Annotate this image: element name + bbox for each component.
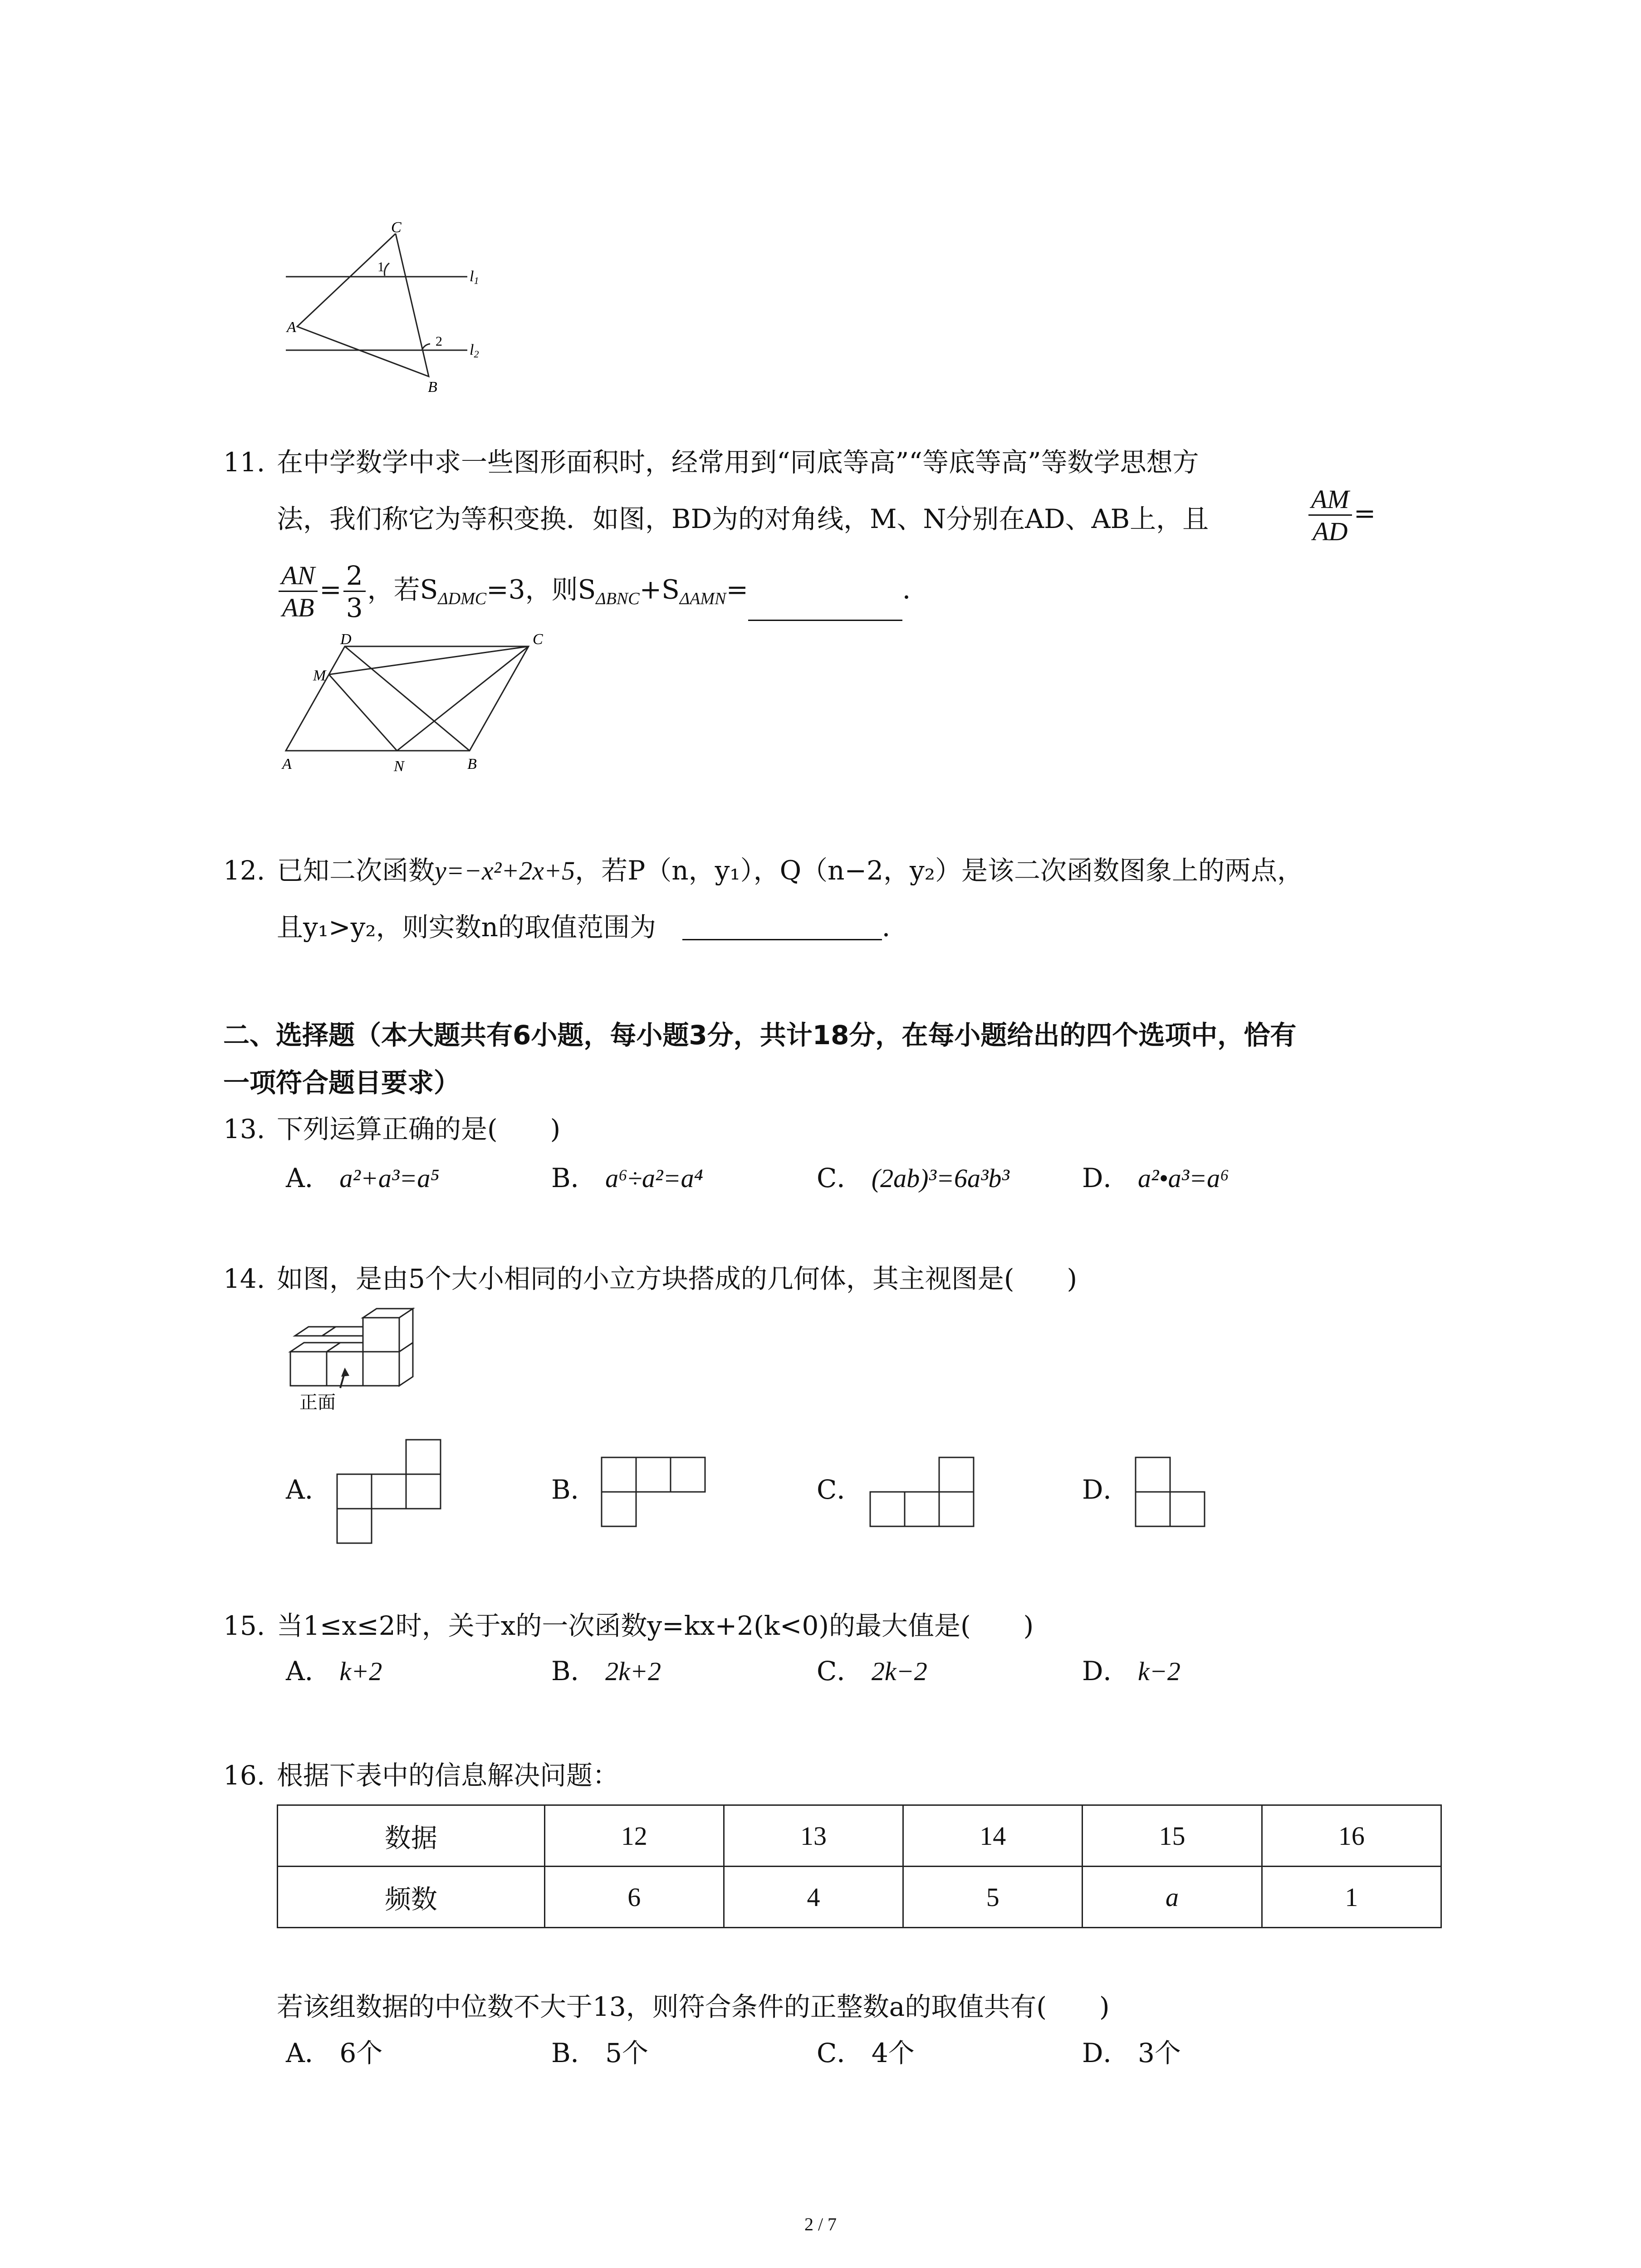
table-cell: 4 [724,1867,903,1928]
q14-option-c-view [867,1454,980,1535]
q16-stem: 根据下表中的信息解决问题： [277,1760,619,1791]
q11-line1: 在中学数学中求一些图形面积时，经常用到“同底等高”“等底等高”等数学思想方 [277,447,1199,478]
q11-fraction-am-ad: $\frac{AM}{AD}$ = [1307,486,1376,545]
frequency-table [277,1804,1442,1928]
table-row [278,1805,1441,1867]
q14-option-b-view [598,1454,711,1535]
q16-question: 若该组数据的中位数不大于13，则符合条件的正整数a的取值共有( ) [277,1991,1110,2022]
q14-option-d-label: D． [1082,1474,1130,1505]
vertex-label-b: B [467,756,477,772]
q14-option-b-label: B． [551,1474,597,1505]
q14-option-d-view [1132,1454,1214,1535]
q14-option-c-label: C． [817,1474,863,1505]
q14-option-a-view [333,1438,447,1551]
parallel-lines-triangle-figure [272,213,508,395]
q15-option-a: A． k+2 [286,1656,382,1686]
table-cell: 14 [903,1805,1083,1867]
q16-option-d: D． 3个 [1082,2038,1181,2068]
q11-line2: 法，我们称它为等积变换．如图，BD为的对角线，M、N分别在AD、AB上，且 [277,503,1209,534]
vertex-label-c: C [533,631,543,648]
table-row [278,1867,1441,1928]
q13-option-a: A． a²+a³=a⁵ [286,1163,440,1193]
q12-answer-blank [682,915,882,940]
q11-number: 11. [223,447,265,478]
table-cell: 13 [724,1805,903,1867]
q11-answer-blank [748,596,902,621]
q16-option-c: C． 4个 [817,2038,915,2068]
q13-number: 13. [223,1114,265,1144]
q12-line2: 且y₁>y₂，则实数n的取值范围为 ． [277,912,909,943]
cube-solid-figure [272,1304,463,1440]
q14-number: 14. [223,1263,265,1294]
q13-option-d: D． a²•a³=a⁶ [1082,1163,1230,1193]
q16-option-a: A． 6个 [286,2038,383,2068]
table-cell: 1 [1262,1867,1441,1928]
front-label: 正面 [299,1392,336,1413]
q11-line3: $\frac{AN}{AB}$ = $\frac{2}{3}$ ，若$S_{\Delta DMC}=3$，则$S_{\Delta BNC}+S_{\Delta AMN}=$ ． [277,562,929,621]
point-label-n: N [394,758,404,775]
q16-number: 16. [223,1760,265,1791]
q15-number: 15. [223,1610,265,1641]
parallelogram-figure [272,631,544,785]
q12-number: 12. [223,855,265,886]
table-cell: 6 [544,1867,724,1928]
vertex-label-a: A [282,756,292,772]
q16-option-b: B． 5个 [551,2038,648,2068]
line-l2-label: l2 [470,342,479,360]
vertex-label-c: C [391,219,402,236]
table-header-cell: 频数 [278,1867,545,1928]
angle-1-label: 1 [377,259,384,274]
q14-option-a-label: A． [286,1474,331,1505]
table-cell: a [1083,1867,1262,1928]
section-heading-line1: 二、选择题（本大题共有6小题，每小题3分，共计18分，在每小题给出的四个选项中，恰有 [223,1020,1297,1051]
section-heading-line2: 一项符合题目要求） [223,1067,460,1098]
vertex-label-b: B [428,379,437,395]
vertex-label-a: A [287,319,296,336]
table-header-cell: 数据 [278,1805,545,1867]
q14-stem: 如图，是由5个大小相同的小立方块搭成的几何体，其主视图是( ) [277,1263,1078,1294]
q15-option-b: B． 2k+2 [551,1656,661,1686]
vertex-label-d: D [340,631,352,648]
table-cell: 5 [903,1867,1083,1928]
line-l1-label: l1 [470,268,479,286]
q13-option-c: C． (2ab)³=6a³b³ [817,1163,1009,1193]
q12-line1: 已知二次函数y=−x²+2x+5，若P（n，y₁），Q（n−2，y₂）是该二次函数图象上的两点， [277,855,1304,886]
page-number: 2 / 7 [804,2214,837,2234]
q15-stem: 当1≤x≤2时，关于x的一次函数y=kx+2(k<0)的最大值是( ) [277,1610,1034,1641]
q13-option-b: B． a⁶÷a²=a⁴ [551,1163,703,1193]
table-cell: 16 [1262,1805,1441,1867]
table-cell: 15 [1083,1805,1262,1867]
table-cell: 12 [544,1805,724,1867]
point-label-m: M [313,667,326,684]
q13-stem: 下列运算正确的是( ) [277,1114,561,1144]
q15-option-c: C． 2k−2 [817,1656,927,1686]
q15-option-d: D． k−2 [1082,1656,1181,1686]
angle-2-label: 2 [436,334,442,349]
